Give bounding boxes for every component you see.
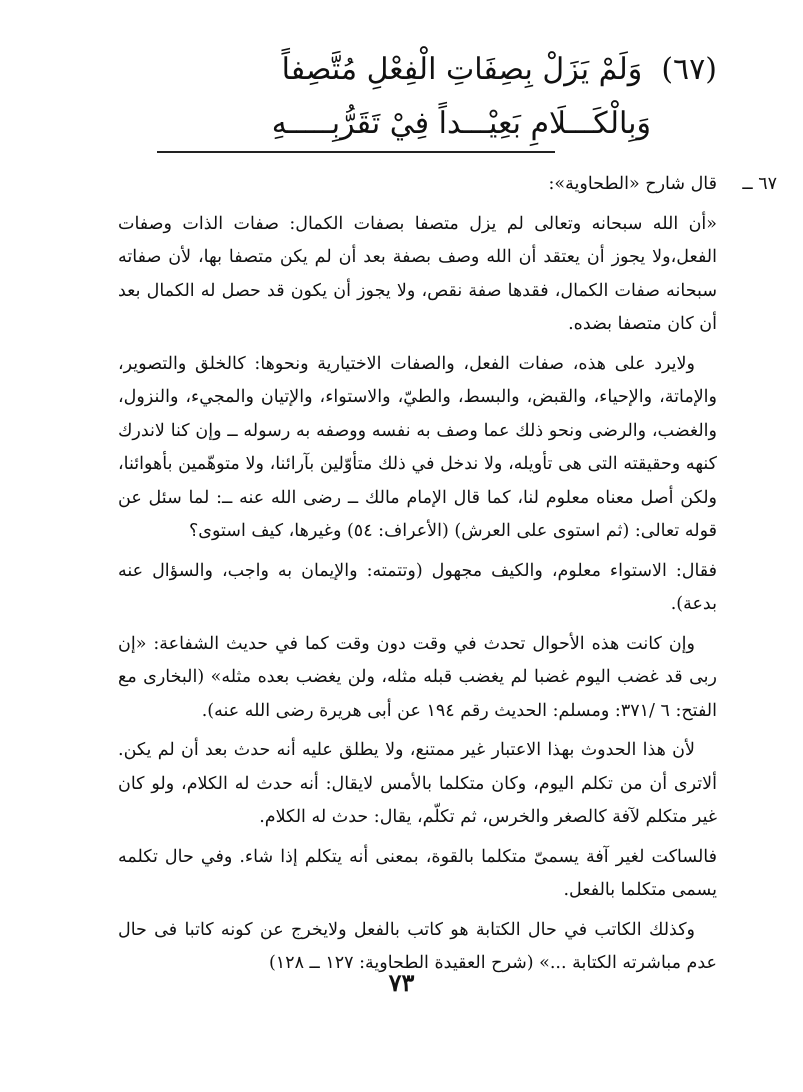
paragraph: ولايرد على هذه، صفات الفعل، والصفات الاختيارية ونحوها: كالخلق والتصوير، والإماتة، والإحياء، والقبض، والبسط، والطيّ، والاستواء، والإتيان والمجيء، والنزول، والغضب، والرضى ونحو ذلك عما وصف به نفسه ووصفه به رسوله ــ وإن كنا لاندرك كنهه وحقيقته التى هى تأويله، ولا ندخل في ذلك متأوّلين بآرائنا، ولا متوهّمين بأهوائنا، ولكن أصل معناه معلوم لنا، كما قال الإمام مالك ــ رضى الله عنه ــ: لما سئل عن قوله تعالى: (ثم استوى على العرش) (الأعراف: ٥٤) وغيرها، كيف استوى؟ xyxy=(118,353,717,541)
intro-text: قال شارح «الطحاوية»: xyxy=(548,174,717,194)
verse-number: (٦٧) xyxy=(661,52,717,87)
page-number: ٧٣ xyxy=(388,968,415,997)
paragraph: فالساكت لغير آفة يسمىّ متكلما بالقوة، بمعنى أنه يتكلم إذا شاء. وفي حال تكلمه يسمى متكلما بالفعل. xyxy=(118,846,717,900)
paragraph: فقال: الاستواء معلوم، والكيف مجهول (وتتمته: والإيمان به واجب، والسؤال عنه بدعة). xyxy=(118,560,717,614)
paragraph: وإن كانت هذه الأحوال تحدث في وقت دون وقت كما في حديث الشفاعة: «إن ربى قد غضب اليوم غضبا لم يغضب قبله مثله، ولن يغضب بعده مثله» (البخارى مع الفتح: ٦ /٣٧١: ومسلم: الحديث رقم ١٩٤ عن أبى هريرة رضى الله عنه). xyxy=(118,633,717,721)
verse-line-1 xyxy=(282,52,717,87)
verse-line-2: وَبِالْكَـــلَامِ بَعِيْـــداً فِيْ تَقَرُّبِـــــهِ xyxy=(271,106,651,141)
verse-text-1: وَلَمْ يَزَلْ بِصِفَاتِ الْفِعْلِ مُتَّصِفاً xyxy=(281,52,643,87)
paragraph: وكذلك الكاتب في حال الكتابة هو كاتب بالفعل ولايخرج عن كونه كاتبا فى حال عدم مباشرته الكتابة ...» (شرح العقيدة الطحاوية: ١٢٧ ــ ١٢٨) xyxy=(118,919,717,973)
paragraph: لأن هذا الحدوث بهذا الاعتبار غير ممتنع، ولا يطلق عليه أنه حدث بعد أن لم يكن. ألاترى أن من تكلم اليوم، وكان متكلما بالأمس لايقال: أنه حدث له الكلام، ولو كان غير متكلم لآفة كالصغر والخرس، ثم تكلّم، يقال: حدث له الكلام. xyxy=(118,740,717,827)
paragraph: «أن الله سبحانه وتعالى لم يزل متصفا بصفات الكمال: صفات الذات وصفات الفعل،ولا يجوز أن يعتقد أن الله وصف بصفة بعد أن لم يكن متصفا بها، لأن صفاته سبحانه صفات الكمال، فقدها صفة نقص، ولا يجوز أن يكون قد حصل له الكمال بعد أن كان متصفا بضده. xyxy=(118,213,717,334)
commentary-intro xyxy=(118,168,777,202)
note-number: ٦٧ ــ xyxy=(742,174,777,194)
commentary-body xyxy=(118,168,777,987)
separator-rule xyxy=(157,151,555,153)
